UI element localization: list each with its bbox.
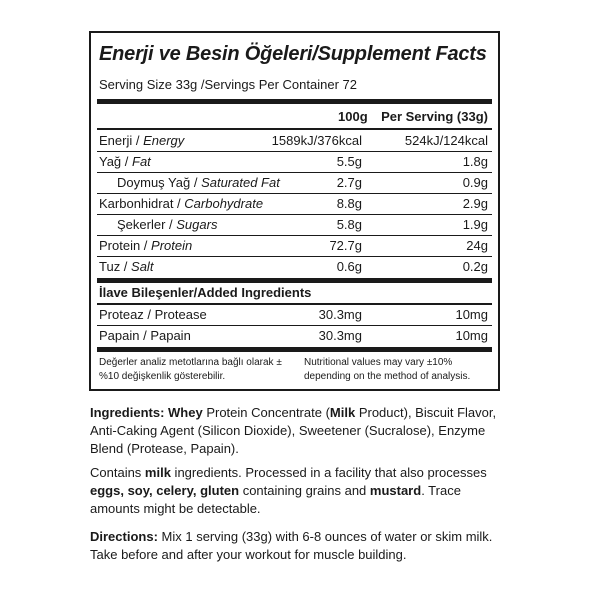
value-per-serving: 1.8g (462, 154, 488, 169)
table-row (97, 236, 492, 257)
directions-paragraph: Directions: Mix 1 serving (33g) with 6-8 ounces of water or skim milk. Take before and after your workout for muscle building. (90, 529, 493, 562)
nutrient-label: Yağ / Fat (99, 154, 151, 169)
nutrient-label: Protein / Protein (99, 238, 193, 253)
value-per-100g: 30.3mg (318, 328, 362, 343)
value-per-serving: 2.9g (462, 196, 488, 211)
column-header-per-serving: Per Serving (33g) (381, 109, 488, 124)
table-row (97, 173, 492, 194)
nutrient-label: Doymuş Yağ / Saturated Fat (117, 175, 280, 190)
ingredients-paragraph: Ingredients: Whey Protein Concentrate (Milk Product), Biscuit Flavor, Anti-Caking Agent (Silicon Dioxide), Sweetener (Sucralose), Enzyme Blend (Protease, Papain). (90, 405, 497, 456)
thick-divider (97, 347, 492, 352)
table-row (97, 131, 492, 152)
ingredient-label: Proteaz / Protease (99, 307, 207, 322)
value-per-100g: 30.3mg (318, 307, 362, 322)
serving-size: Serving Size 33g /Servings Per Container 72 (99, 77, 357, 92)
column-header-100g: 100g (338, 109, 368, 124)
value-per-100g: 8.8g (336, 196, 362, 211)
header-divider (97, 128, 492, 130)
value-per-100g: 72.7g (329, 238, 362, 253)
value-per-serving: 0.9g (462, 175, 488, 190)
nutrient-label: Karbonhidrat / Carbohydrate (99, 196, 264, 211)
value-per-serving: 0.2g (462, 259, 488, 274)
note-turkish: Değerler analiz metotlarına bağlı olarak ±%10 değişkenlik gösterebilir. (99, 357, 282, 382)
value-per-serving: 1.9g (462, 217, 488, 232)
table-row (97, 215, 492, 236)
table-row (97, 257, 492, 278)
thick-divider (97, 278, 492, 283)
nutrient-label: Tuz / Salt (99, 259, 154, 274)
table-row (97, 326, 492, 347)
value-per-100g: 0.6g (336, 259, 362, 274)
value-per-100g: 1589kJ/376kcal (271, 133, 362, 148)
value-per-serving: 24g (466, 238, 488, 253)
allergen-paragraph: Contains milk ingredients. Processed in a facility that also processes eggs, soy, celery, gluten containing grains and mustard. Trace amounts might be detectable. (90, 465, 487, 516)
ingredient-label: Papain / Papain (99, 328, 191, 343)
note-english: Nutritional values may vary ±10% depending on the method of analysis. (304, 357, 471, 382)
value-per-100g: 5.8g (336, 217, 362, 232)
value-per-serving: 10mg (455, 328, 488, 343)
panel-title: Enerji ve Besin Öğeleri/Supplement Facts (99, 43, 487, 65)
table-row (97, 152, 492, 173)
value-per-100g: 5.5g (336, 154, 362, 169)
table-row (97, 305, 492, 326)
nutrient-label: Enerji / Energy (99, 133, 185, 148)
table-row (97, 194, 492, 215)
value-per-serving: 10mg (455, 307, 488, 322)
value-per-100g: 2.7g (336, 175, 362, 190)
supplement-facts-panel (89, 31, 500, 391)
value-per-serving: 524kJ/124kcal (404, 133, 488, 148)
nutrient-label: Şekerler / Sugars (117, 217, 218, 232)
thick-divider (97, 99, 492, 104)
added-ingredients-heading: İlave Bileşenler/Added Ingredients (99, 285, 312, 300)
